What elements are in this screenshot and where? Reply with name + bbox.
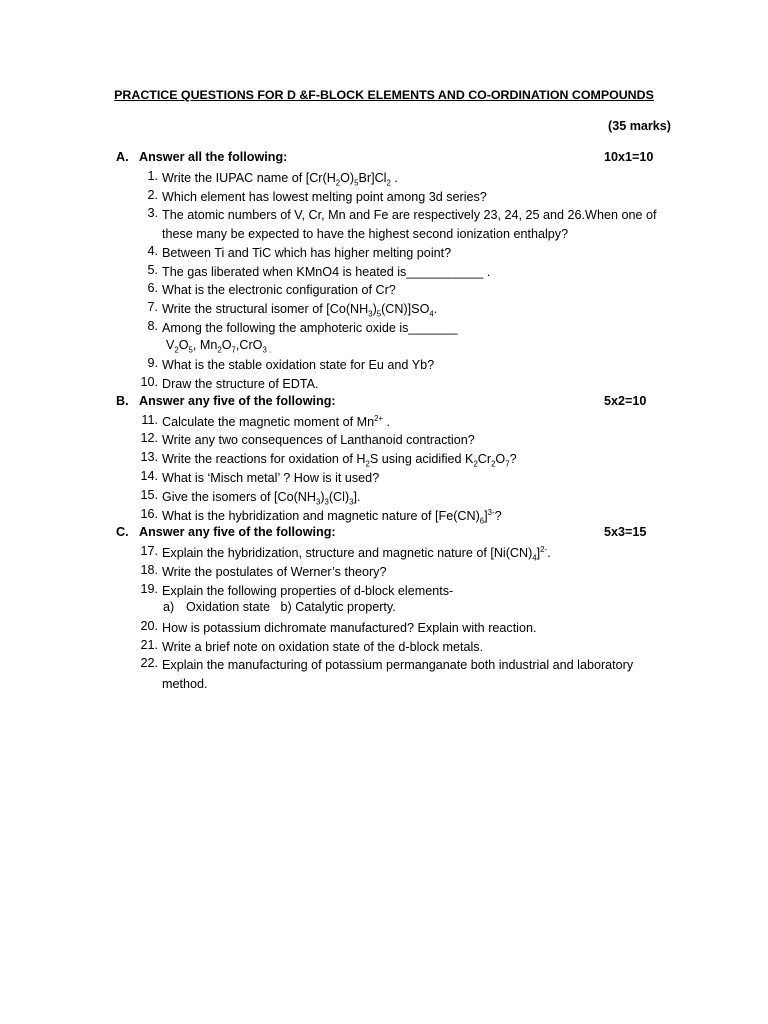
question-number: 7.	[147, 300, 158, 314]
question-8-options: $V_2O_5$, $Mn_2O_7,CrO_{3 .}$	[166, 338, 272, 355]
question-19-sub-a: a)	[163, 600, 175, 614]
question-number: 19.	[140, 582, 158, 596]
question-text: Between Ti and TiC which has higher melting point?	[162, 246, 452, 260]
question-number: 9.	[147, 356, 158, 370]
section-letter: A.	[116, 150, 129, 164]
question-text: Write the reactions for oxidation of $H_2S$ using acidified $K_2Cr_2O_7$?	[162, 452, 517, 469]
question-text: Write the structural isomer of $[Co(NH_3)_5(CN)]SO_4$.	[162, 302, 438, 319]
question-number: 5.	[147, 263, 158, 277]
question-text: Give the isomers of $[Co(NH_3)_3(Cl)_3]$.	[162, 490, 361, 507]
question-text: The atomic numbers of V, Cr, Mn and Fe are respectively 23, 24, 25 and 26.When one of these many be expected to have the highest second ionization enthalpy?	[162, 208, 657, 241]
question-text: The gas liberated when KMnO4 is heated is___________ .	[162, 265, 491, 279]
question-text: Write the postulates of Werner’s theory?	[162, 565, 387, 579]
question-number: 3.	[147, 206, 158, 220]
question-number: 4.	[147, 244, 158, 258]
question-text: What is the hybridization and magnetic nature of $[Fe(CN)_6]^{3-}$?	[162, 507, 502, 526]
question-number: 1.	[147, 169, 158, 183]
question-number: 21.	[140, 638, 158, 652]
question-text: Write the IUPAC name of $[Cr(H_2O)_5Br]Cl_2$ .	[162, 171, 398, 188]
question-text: What is the electronic configuration of Cr?	[162, 283, 396, 297]
section-points: 5x2=10	[604, 394, 647, 408]
question-text: What is the stable oxidation state for Eu and Yb?	[162, 358, 435, 372]
question-text: Explain the following properties of d-block elements-	[162, 584, 454, 598]
question-text: Write any two consequences of Lanthanoid contraction?	[162, 433, 475, 447]
question-text: Among the following the amphoteric oxide is_______	[162, 321, 458, 335]
question-number: 8.	[147, 319, 158, 333]
question-text: Which element has lowest melting point among 3d series?	[162, 190, 487, 204]
section-heading: Answer any five of the following:	[139, 394, 336, 408]
question-text: What is ‘Misch metal’ ? How is it used?	[162, 471, 380, 485]
section-points: 10x1=10	[604, 150, 654, 164]
section-points: 5x3=15	[604, 525, 647, 539]
section-heading: Answer all the following:	[139, 150, 288, 164]
question-number: 20.	[140, 619, 158, 633]
question-number: 16.	[140, 507, 158, 521]
question-number: 18.	[140, 563, 158, 577]
question-text: Explain the hybridization, structure and magnetic nature of $[Ni(CN)_4]^{2-}$.	[162, 544, 551, 563]
question-number: 14.	[140, 469, 158, 483]
question-number: 12.	[140, 431, 158, 445]
question-text: How is potassium dichromate manufactured? Explain with reaction.	[162, 621, 537, 635]
section-letter: B.	[116, 394, 129, 408]
question-number: 13.	[140, 450, 158, 464]
question-number: 11.	[141, 413, 158, 427]
section-heading: Answer any five of the following:	[139, 525, 336, 539]
question-text: Write a brief note on oxidation state of the d-block metals.	[162, 640, 484, 654]
question-number: 15.	[140, 488, 158, 502]
question-19-sub-parts: Oxidation state b) Catalytic property.	[186, 600, 396, 614]
total-marks: (35 marks)	[608, 119, 672, 133]
question-number: 22.	[140, 656, 158, 670]
page-title: PRACTICE QUESTIONS FOR D &F-BLOCK ELEMENTS AND CO-ORDINATION COMPOUNDS	[114, 88, 654, 102]
question-number: 2.	[147, 188, 158, 202]
question-text: Calculate the magnetic moment of $Mn^{2+}$ .	[162, 413, 390, 429]
question-text: Explain the manufacturing of potassium permanganate both industrial and laboratory method.	[162, 658, 634, 691]
question-text: Draw the structure of EDTA.	[162, 377, 319, 391]
question-number: 6.	[147, 281, 158, 295]
question-number: 17.	[140, 544, 158, 558]
section-letter: C.	[116, 525, 129, 539]
question-number: 10.	[140, 375, 158, 389]
